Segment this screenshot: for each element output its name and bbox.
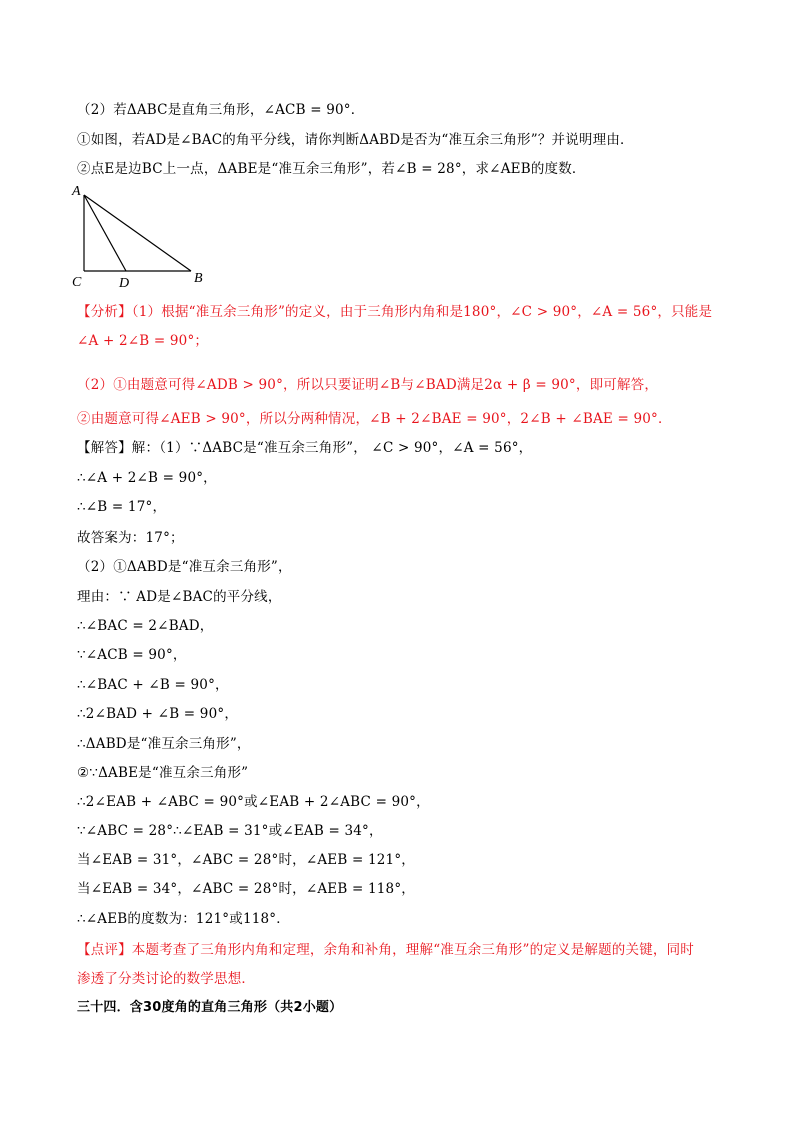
solution-line-12: ②∵ΔABE是“准互余三角形”	[77, 765, 249, 781]
vertex-label-a: A	[72, 184, 81, 199]
question-sub2: ②点E是边BC上一点，ΔABE是“准互余三角形”，若∠B = 28°，求∠AEB的度数．	[77, 161, 586, 177]
solution-line-2: ∴∠A + 2∠B = 90°，	[77, 470, 217, 486]
question-part2-intro: （2）若ΔABC是直角三角形，∠ACB = 90°．	[77, 102, 365, 118]
solution-line-13: ∴2∠EAB + ∠ABC = 90°或∠EAB + 2∠ABC = 90°，	[77, 794, 430, 810]
section-heading: 三十四．含30度角的直角三角形（共2小题）	[77, 1000, 343, 1015]
solution-line-1: 【解答】解：（1）∵ΔABC是“准互余三角形”， ∠C > 90°，∠A = 56°，	[77, 440, 533, 456]
solution-line-17: ∴∠AEB的度数为：121°或118°．	[77, 911, 290, 927]
question-sub1: ①如图，若AD是∠BAC的角平分线，请你判断ΔABD是否为“准互余三角形”？并说明理由．	[77, 132, 634, 148]
segment-ad	[84, 195, 126, 271]
comment-line-2: 渗透了分类讨论的数学思想．	[77, 971, 256, 987]
solution-line-14: ∵∠ABC = 28°∴∠EAB = 31°或∠EAB = 34°，	[77, 823, 383, 839]
analysis-line-3: （2）①由题意可得∠ADB > 90°，所以只要证明∠B与∠BAD满足2α + β = 90°，即可解答，	[77, 377, 659, 393]
solution-line-3: ∴∠B = 17°，	[77, 499, 167, 515]
solution-line-5: （2）①ΔABD是“准互余三角形”，	[77, 559, 292, 575]
solution-line-11: ∴ΔABD是“准互余三角形”，	[77, 736, 251, 752]
solution-line-4: 故答案为：17°；	[77, 530, 184, 546]
solution-line-7: ∴∠BAC = 2∠BAD，	[77, 618, 214, 634]
triangle-figure	[70, 180, 220, 292]
analysis-line-4: ②由题意可得∠AEB > 90°，所以分两种情况，∠B + 2∠BAE = 90°，2∠B + ∠BAE = 90°．	[77, 411, 672, 427]
solution-line-10: ∴2∠BAD + ∠B = 90°，	[77, 706, 239, 722]
vertex-label-c: C	[72, 275, 82, 290]
solution-line-16: 当∠EAB = 34°，∠ABC = 28°时，∠AEB = 118°，	[77, 881, 415, 897]
solution-line-6: 理由：∵ AD是∠BAC的平分线，	[77, 589, 282, 605]
comment-line-1: 【点评】本题考查了三角形内角和定理，余角和补角，理解“准互余三角形”的定义是解题的关键，同时	[77, 942, 695, 958]
vertex-label-b: B	[194, 271, 203, 286]
point-label-d: D	[119, 276, 130, 291]
solution-line-8: ∵∠ACB = 90°，	[77, 647, 187, 663]
analysis-line-2: ∠A + 2∠B = 90°；	[77, 333, 209, 349]
side-ab	[84, 195, 191, 271]
solution-line-9: ∴∠BAC + ∠B = 90°，	[77, 677, 229, 693]
analysis-line-1: 【分析】（1）根据“准互余三角形”的定义，由于三角形内角和是180°，∠C > 90°，∠A = 56°，只能是	[77, 304, 713, 320]
solution-line-15: 当∠EAB = 31°，∠ABC = 28°时，∠AEB = 121°，	[77, 852, 415, 868]
